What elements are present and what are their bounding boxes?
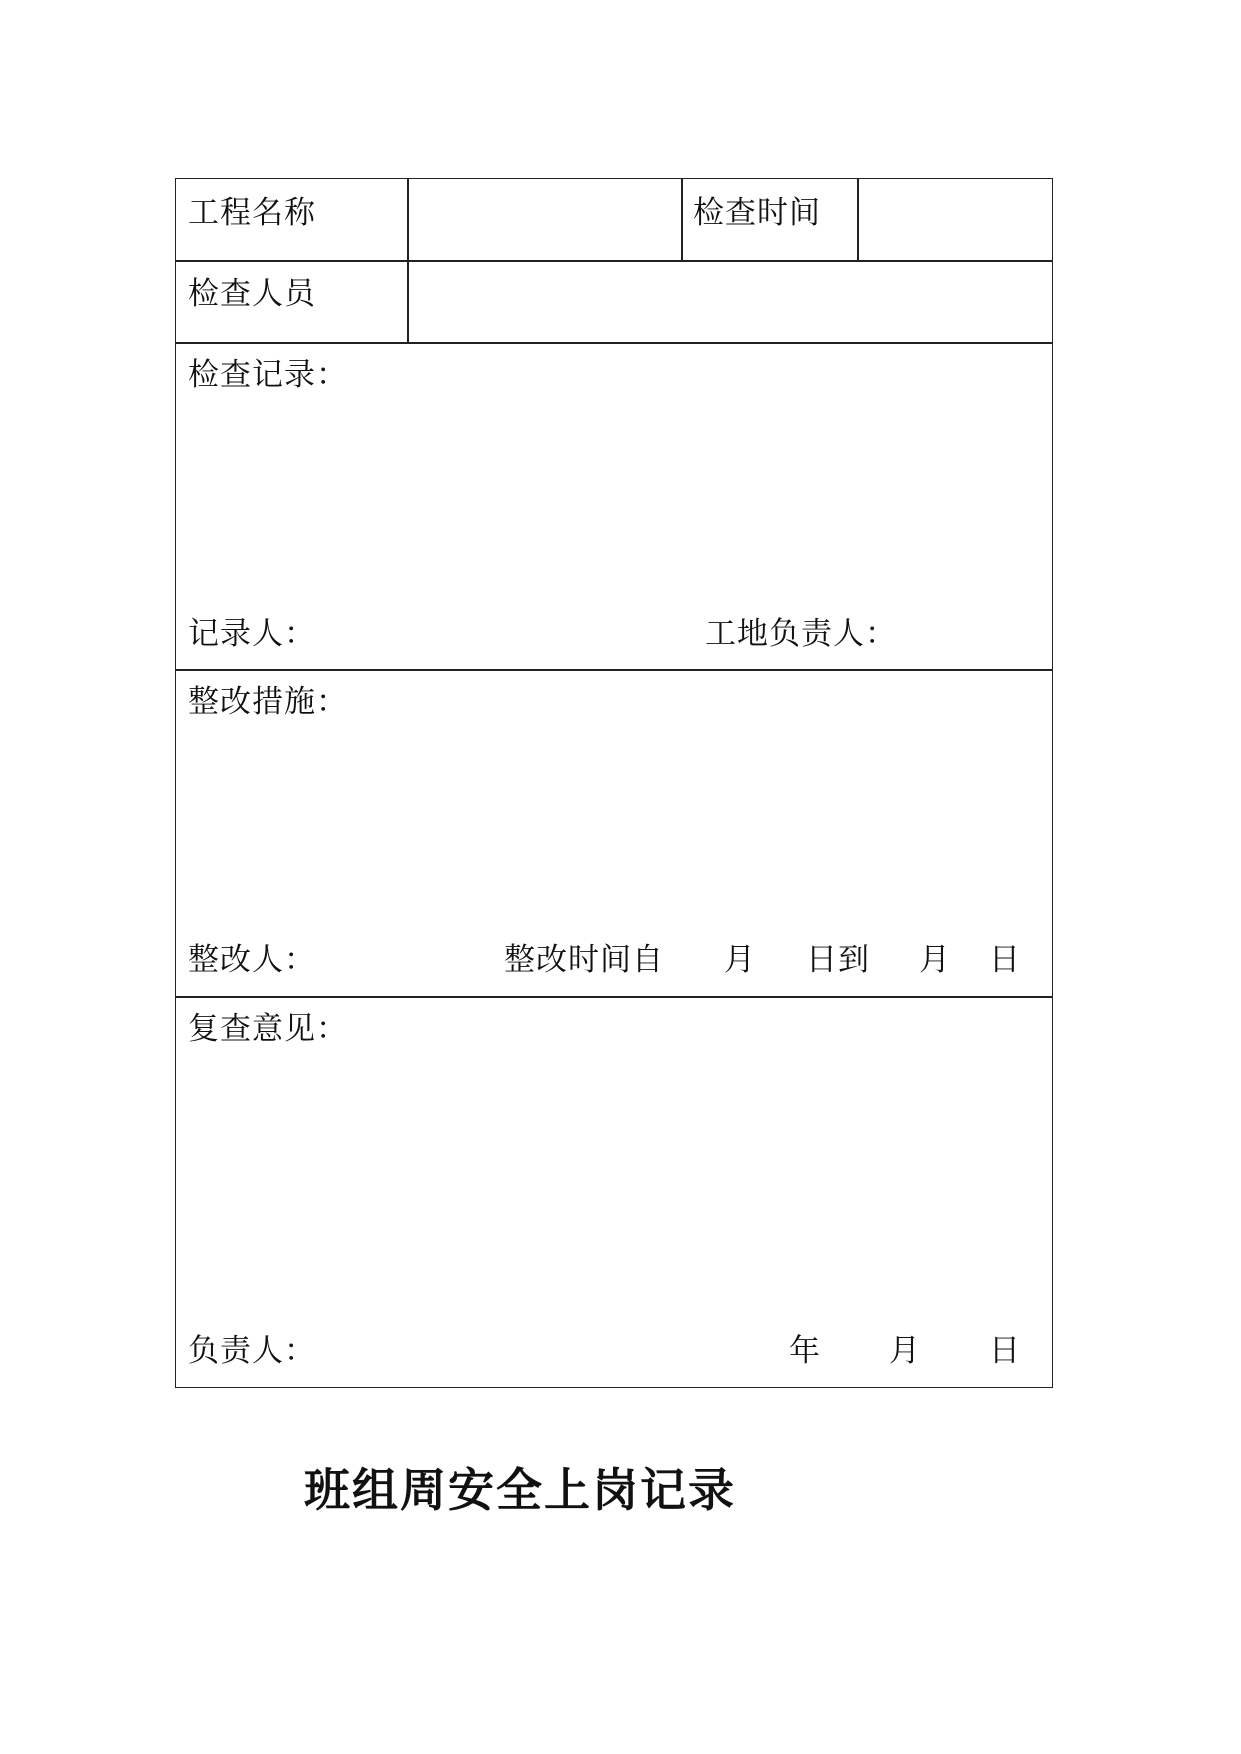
recorder-label: 记录人： bbox=[188, 616, 316, 652]
site-manager-label: 工地负责人： bbox=[705, 616, 897, 652]
rectification-day-2: 日 bbox=[989, 942, 1021, 978]
rectification-day-to: 日到 bbox=[806, 942, 870, 978]
inspectors-label: 检查人员 bbox=[188, 276, 316, 312]
row-divider-3 bbox=[176, 669, 1052, 671]
review-month: 月 bbox=[889, 1333, 921, 1369]
project-name-label: 工程名称 bbox=[188, 195, 316, 231]
col-divider-check-time-value bbox=[857, 179, 859, 260]
row-divider-4 bbox=[176, 996, 1052, 998]
row-divider-1 bbox=[176, 260, 1052, 262]
rectification-month-2: 月 bbox=[919, 942, 951, 978]
rectification-period-label: 整改时间自 bbox=[504, 942, 664, 978]
inspection-record-label: 检查记录： bbox=[188, 357, 348, 393]
document-title: 班组周安全上岗记录 bbox=[304, 1463, 736, 1517]
review-year: 年 bbox=[789, 1333, 821, 1369]
rectification-label: 整改措施： bbox=[188, 684, 348, 720]
col-divider-label bbox=[407, 179, 409, 342]
rectifier-label: 整改人： bbox=[188, 942, 316, 978]
row-divider-2 bbox=[176, 342, 1052, 344]
responsible-person-label: 负责人： bbox=[188, 1333, 316, 1369]
col-divider-check-time-label bbox=[681, 179, 683, 260]
safety-inspection-form bbox=[175, 178, 1053, 1388]
rectification-month-1: 月 bbox=[724, 942, 756, 978]
check-time-label: 检查时间 bbox=[693, 195, 821, 231]
review-day: 日 bbox=[989, 1333, 1021, 1369]
review-opinion-label: 复查意见： bbox=[188, 1011, 348, 1047]
